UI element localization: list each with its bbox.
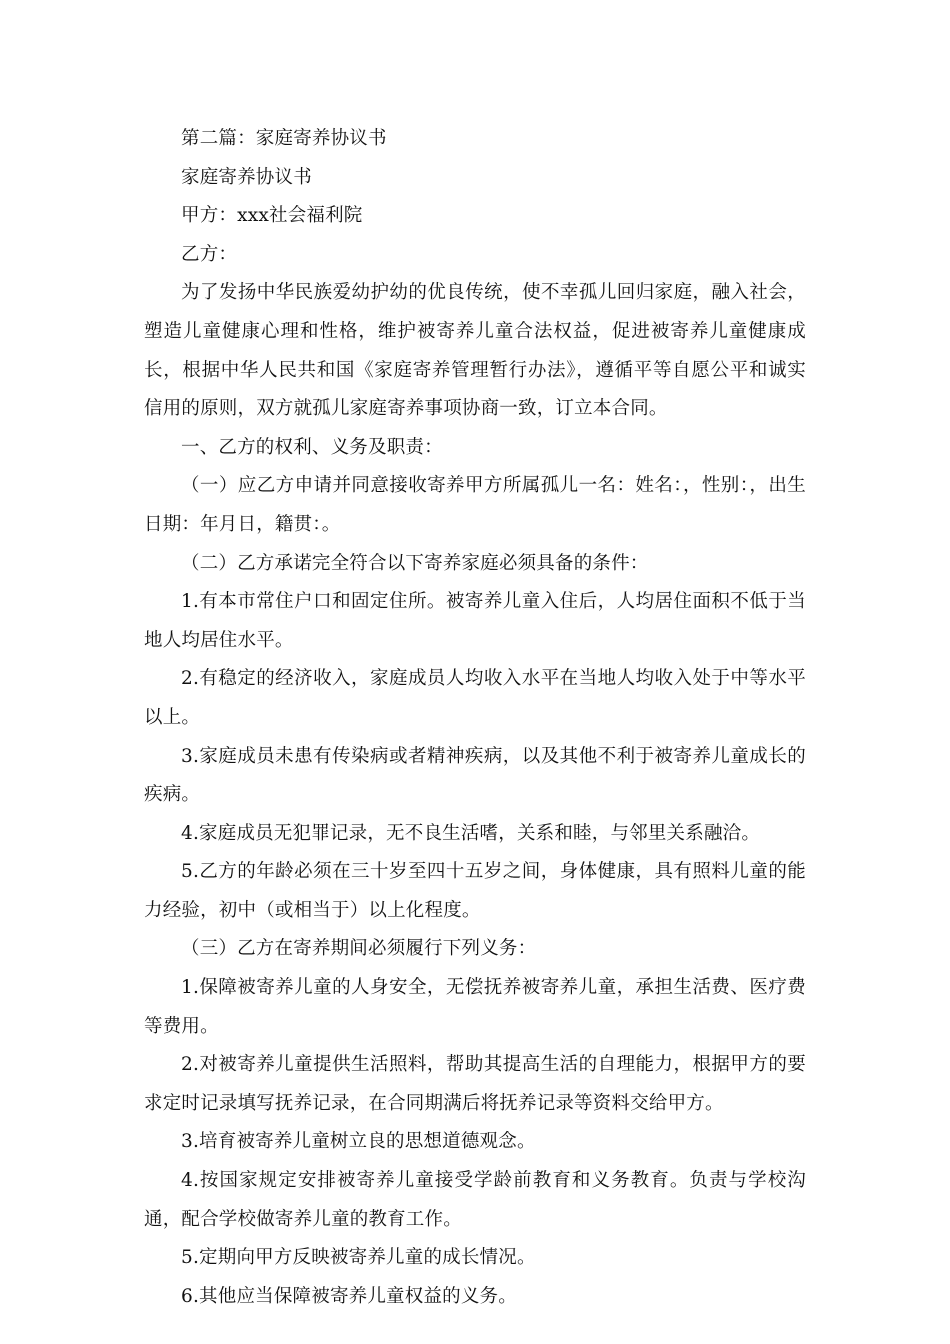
sub-clause-1: （一）应乙方申请并同意接收寄养甲方所属孤儿一名：姓名：，性别：，出生日期：年月日，籍贯：。 [144,475,806,535]
duty-item-5: 5.定期向甲方反映被寄养儿童的成长情况。 [181,1247,536,1269]
condition-item-2: 2.有稳定的经济收入，家庭成员人均收入水平在当地人均收入处于中等水平以上。 [144,668,806,728]
duty-item-1: 1.保障被寄养儿童的人身安全，无偿抚养被寄养儿童，承担生活费、医疗费等费用。 [144,977,806,1037]
duty-item-2: 2.对被寄养儿童提供生活照料，帮助其提高生活的自理能力，根据甲方的要求定时记录填写抚养记录，在合同期满后将抚养记录等资料交给甲方。 [144,1054,806,1114]
condition-item-1: 1.有本市常住户口和固定住所。被寄养儿童入住后，人均居住面积不低于当地人均居住水平。 [144,591,806,651]
sub-clause-3-heading: （三）乙方在寄养期间必须履行下列义务： [181,938,537,960]
duty-item-6: 6.其他应当保障被寄养儿童权益的义务。 [181,1285,517,1307]
condition-item-5: 5.乙方的年龄必须在三十岁至四十五岁之间，身体健康，具有照料儿童的能力经验，初中（或相当于）以上化程度。 [144,861,806,921]
document-body [144,120,806,1316]
party-a-line: 甲方：xxx社会福利院 [181,205,363,227]
section-title: 第二篇：家庭寄养协议书 [181,128,387,149]
sub-clause-2-heading: （二）乙方承诺完全符合以下寄养家庭必须具备的条件： [181,552,649,574]
duty-item-3: 3.培育被寄养儿童树立良的思想道德观念。 [181,1131,536,1153]
clause-heading-1: 一、乙方的权利、义务及职责： [181,436,443,458]
preamble-paragraph: 为了发扬中华民族爱幼护幼的优良传统，使不幸孤儿回归家庭，融入社会，塑造儿童健康心理和性格，维护被寄养儿童合法权益，促进被寄养儿童健康成长，根据中华人民共和国《家庭寄养管理暂行办法》，遵循平等自愿公平和诚实信用的原则，双方就孤儿家庭寄养事项协商一致，订立本合同。 [144,282,806,420]
duty-item-4: 4.按国家规定安排被寄养儿童接受学龄前教育和义务教育。负责与学校沟通，配合学校做寄养儿童的教育工作。 [144,1170,806,1230]
document-title: 家庭寄养协议书 [181,166,312,188]
party-b-line: 乙方： [181,243,238,265]
condition-item-4: 4.家庭成员无犯罪记录，无不良生活嗜，关系和睦，与邻里关系融洽。 [181,822,761,844]
condition-item-3: 3.家庭成员未患有传染病或者精神疾病，以及其他不利于被寄养儿童成长的疾病。 [144,745,806,806]
